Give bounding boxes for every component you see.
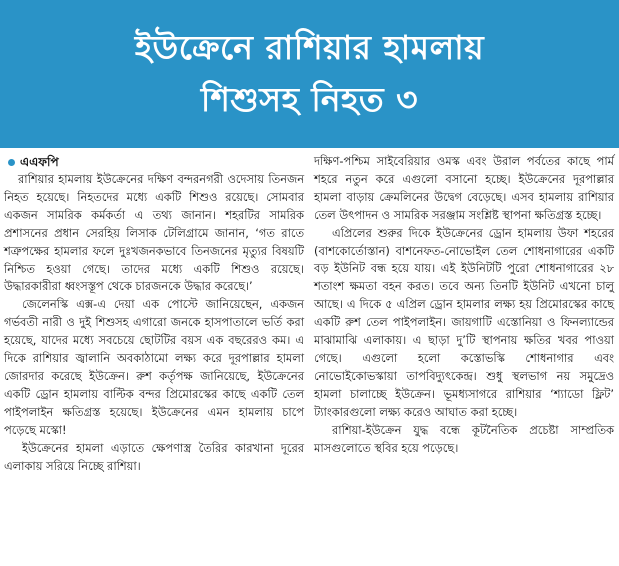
headline-line-2: শিশুসহ নিহত ৩ [200,80,419,119]
right-column [314,153,614,563]
paragraph: রাশিয়া-ইউক্রেন যুদ্ধ বন্ধে কূটনৈতিক প্রচেষ্টা সাম্প্রতিক মাসগুলোতে স্থবির হয়ে পড়েছে। [314,422,614,455]
headline-line-1: ইউক্রেনে রাশিয়ার হামলায় [134,28,485,67]
byline [4,153,304,171]
bullet-icon [8,159,15,166]
paragraph: দক্ষিণ-পশ্চিম সাইবেরিয়ার ওমস্ক এবং উরাল পর্বতের কাছে পার্ম শহরে নতুন করে এগুলো বসানো হচ্ছে। ইউক্রেনের দূরপাল্লার হামলা বাড়ায় ক্রেমলিনের উদ্বেগ বেড়েছে। এসব হামলায় রাশিয়ার তেল উৎপাদন ও সামরিক সরঞ্জাম সংশ্লিষ্ট স্থাপনা ক্ষতিগ্রস্ত হচ্ছে। [314,154,614,222]
paragraph: রাশিয়ার হামলায় ইউক্রেনের দক্ষিণ বন্দরনগরী ওদেসায় তিনজন নিহত হয়েছে। নিহতদের মধ্যে একটি শিশুও রয়েছে। সোমবার একজন সামরিক কর্মকর্তা এ তথ্য জানান। শহরটির সামরিক প্রশাসনের প্রধান সেরহিয় লিসাক টেলিগ্রামে জানান, ‘গত রাতে শত্রুপক্ষের হামলার ফলে দুঃখজনকভাবে তিনজনের মৃত্যুর বিষয়টি নিশ্চিত হওয়া গেছে। তাদের মধ্যে একটি শিশুও রয়েছে। উদ্ধারকারীরা ধ্বংসস্তূপ থেকে চারজনকে উদ্ধার করেছে।’ [4,172,304,294]
paragraph: এপ্রিলের শুরুর দিকে ইউক্রেনের ড্রোন হামলায় উফা শহরের (বাশকোর্তোস্তান) বাশনেফত-নোভোইল তেল শোধনাগারের একটি বড় ইউনিট বন্ধ হয়ে যায়। এই ইউনিটটি পুরো শোধনাগারের ২৮ শতাংশ ক্ষমতা বহন করত। তবে অন্য তিনটি ইউনিট এখনো চালু আছে। এ দিকে ৫ এপ্রিল ড্রোন হামলার লক্ষ্য হয় প্রিমোরস্কের কাছে একটি রুশ তেল পাইপলাইন। জায়গাটি এস্তোনিয়া ও ফিনল্যান্ডের মাঝামাঝি এলাকায়। এ ছাড়া দু’টি স্থাপনায় ক্ষতির খবর পাওয়া গেছে। এগুলো হলো কস্তোভস্কি শোধনাগার এবং নোভোইকোভস্কায়া তাপবিদ্যুৎকেন্দ্র। শুধু স্থলভাগ নয় সমুদ্রেও হামলা চালাচ্ছে ইউক্রেন। ভূমধ্যসাগরে রাশিয়ার ‘শ্যাডো ফ্লিট’ ট্যাংকারগুলো লক্ষ্য করেও আঘাত করা হচ্ছে। [314,225,614,419]
article-body [4,153,615,563]
byline-text: এএফপি [20,155,59,169]
left-column [4,153,304,563]
paragraph: ইউক্রেনের হামলা এড়াতে ক্ষেপণাস্ত্র তৈরির কারখানা দূরের এলাকায় সরিয়ে নিচ্ছে রাশিয়া। [4,440,304,473]
paragraph: জেলেনস্কি এক্স-এ দেয়া এক পোস্টে জানিয়েছেন, একজন গর্ভবতী নারী ও দুই শিশুসহ এগারো জনকে হাসপাতালে ভর্তি করা হয়েছে, যাদের মধ্যে সবচেয়ে ছোটটির বয়স এক বছরেরও কম। এ দিকে রাশিয়ার জ্বালানি অবকাঠামো লক্ষ্য করে দূরপাল্লার হামলা জোরদার করেছে ইউক্রেন। রুশ কর্তৃপক্ষ জানিয়েছে, ইউক্রেনের একটি ড্রোন হামলায় বাল্টিক বন্দর প্রিমোরস্কের কাছে একটি তেল পাইপলাইন ক্ষতিগ্রস্ত হয়েছে। ইউক্রেনের এমন হামলায় চাপে পড়েছে মস্কো! [4,297,304,437]
headline-banner [0,0,619,148]
